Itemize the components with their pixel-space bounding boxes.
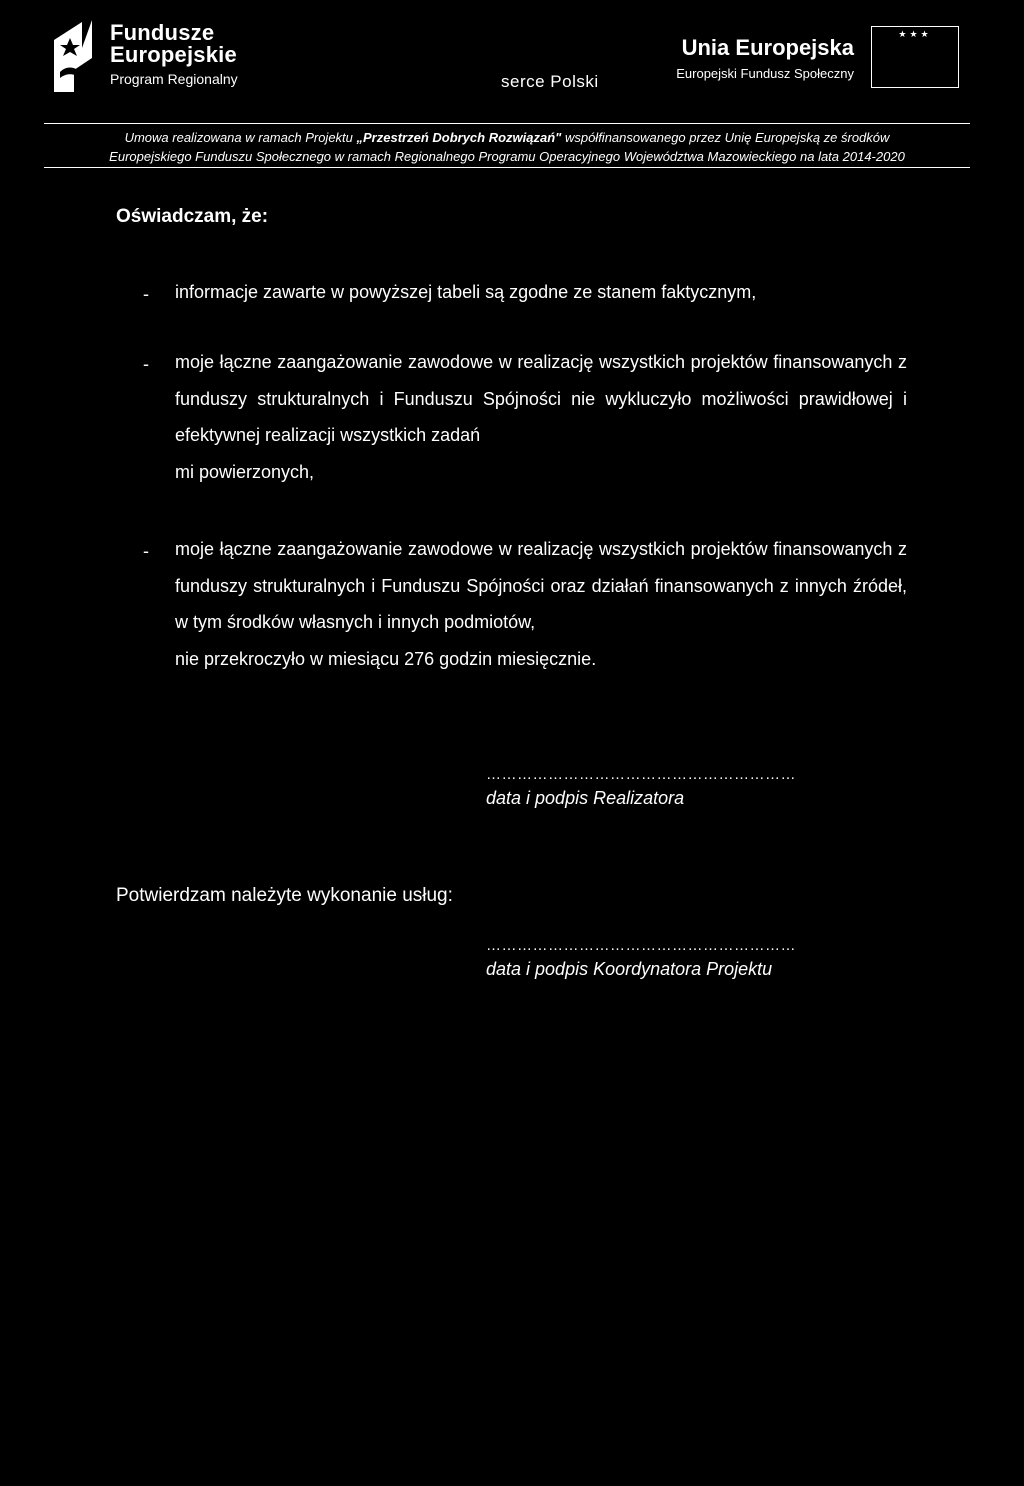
eu-subtitle: Europejski Fundusz Społeczny [676,66,854,81]
realizator-signature-label: data i podpis Realizatora [486,788,685,808]
list-item-dash: - [143,541,149,561]
header-rule-top [44,123,970,124]
declaration-item-1: informacje zawarte w powyższej tabeli są zgodne ze stanem faktycznym, [175,282,757,302]
contract-note-line1: Umowa realizowana w ramach Projektu „Przestrzeń Dobrych Rozwiązań" współfinansowanego przez Unię Europejską ze środków [124,130,890,145]
realizator-signature-line: …………………………………………………… [486,766,796,783]
list-item-dash: - [143,354,149,374]
header-rule-bottom [44,167,970,168]
eu-logo-text [676,35,854,81]
fe-subtitle: Program Regionalny [110,71,238,87]
coordinator-signature-label: data i podpis Koordynatora Projektu [486,959,773,979]
contract-note-line2: Europejskiego Funduszu Społecznego w ramach Regionalnego Programu Operacyjnego Województwa Mazowieckiego na lata 2014-2020 [109,149,905,164]
declaration-item-2: moje łączne zaangażowanie zawodowe w realizację wszystkich projektów finansowanych z funduszy strukturalnych i Funduszu Spójności nie wykluczyło możliwości prawidłowej i efektywnej realizacji wszystkich zadań mi powierzonych, [175,352,907,482]
project-name: „Przestrzeń Dobrych Rozwiązań" [356,130,562,145]
coordinator-signature-line: …………………………………………………… [486,937,796,954]
fe-title-line1: Fundusze [110,20,215,45]
eu-flag-icon [871,26,959,88]
fundusze-europejskie-logo-text [110,22,238,86]
fe-title-line2: Europejskie [110,42,237,67]
list-item-dash: - [143,284,149,304]
eu-flag-stars: ★★★ [898,29,932,39]
serce-polski-logo: serce Polski [501,72,599,91]
confirmation-text: Potwierdzam należyte wykonanie usług: [116,885,453,906]
declaration-item-3: moje łączne zaangażowanie zawodowe w realizację wszystkich projektów finansowanych z funduszy strukturalnych i Funduszu Spójności oraz działań finansowanych z innych źródeł, w tym środków własnych i innych podmiotów, nie przekroczyło w miesiącu 276 godzin miesięcznie. [175,539,907,669]
fundusze-europejskie-logo-icon [52,18,94,94]
eu-title: Unia Europejska [681,35,854,60]
declaration-heading: Oświadczam, że: [116,206,269,227]
contract-note [44,128,970,166]
